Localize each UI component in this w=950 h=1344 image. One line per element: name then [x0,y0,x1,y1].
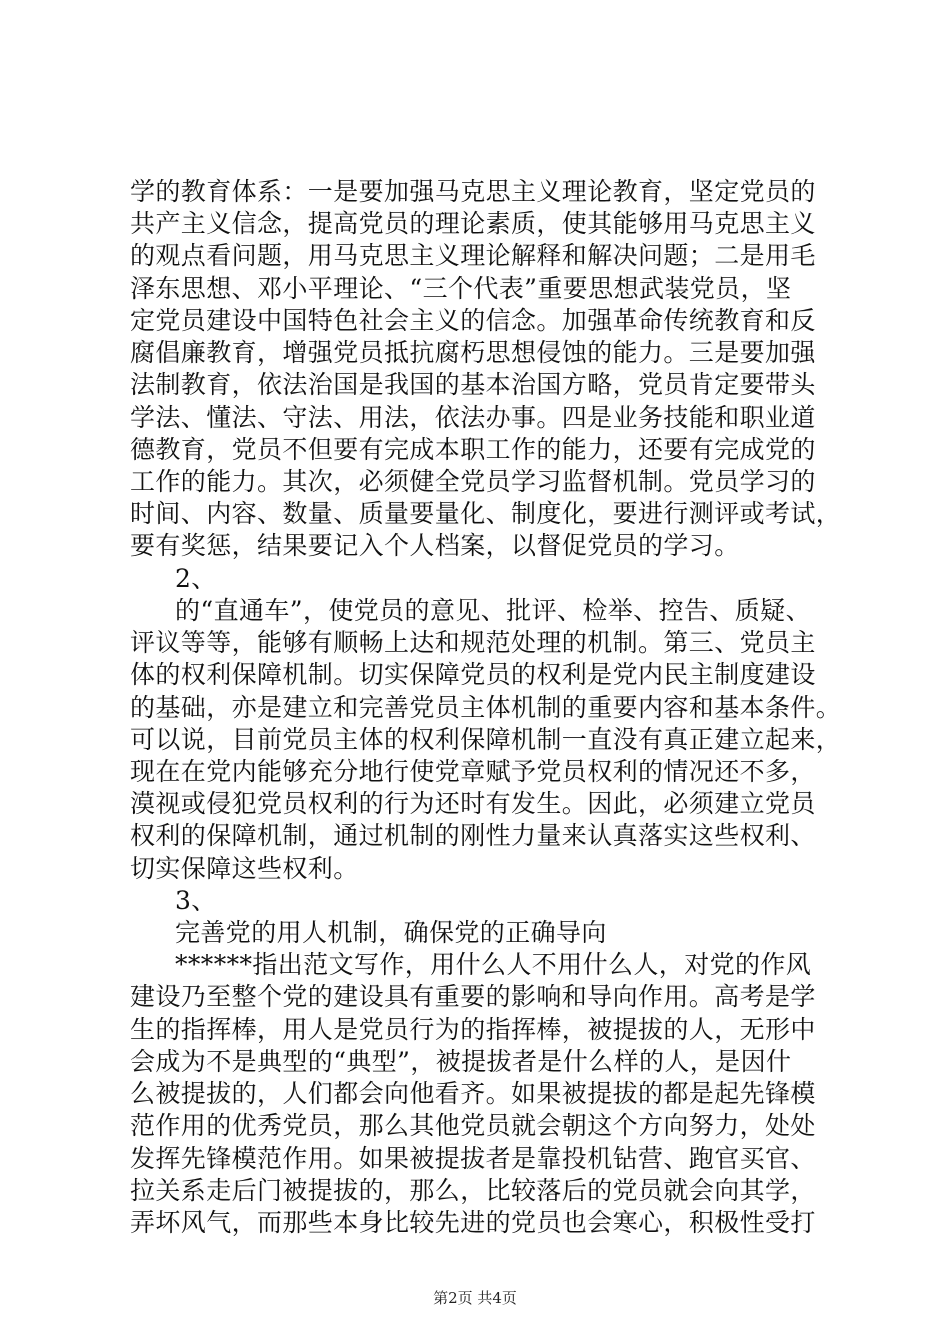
text-line: 要有奖惩，结果要记入个人档案，以督促党员的学习。 [130,531,740,561]
page-number-footer: 第2页 共4页 [433,1289,517,1307]
text-line: 的“直通车”，使党员的意见、批评、检举、控告、质疑、 [175,595,811,625]
section-number: 2、 [175,563,217,593]
text-line: 切实保障这些权利。 [130,853,359,883]
text-line: 会成为不是典型的“典型”，被提拔者是什么样的人，是因什 [130,1046,792,1076]
text-line: 体的权利保障机制。切实保障党员的权利是党内民主制度建设 [130,660,816,690]
text-line: 定党员建设中国特色社会主义的信念。加强革命传统教育和反 [130,305,816,335]
text-line: 发挥先锋模范作用。如果被提拔者是靠投机钻营、跑官买官、 [130,1143,816,1173]
text-line: 范作用的优秀党员，那么其他党员就会朝这个方向努力，处处 [130,1111,816,1141]
text-line: 法制教育，依法治国是我国的基本治国方略，党员肯定要带头 [130,370,816,400]
text-line: 时间、内容、数量、质量要量化、制度化，要进行测评或考试， [130,499,842,529]
section-number: 3、 [175,885,217,915]
text-line: 的观点看问题，用马克思主义理论解释和解决问题；二是用毛 [130,241,816,271]
text-line: 工作的能力。其次，必须健全党员学习监督机制。党员学习的 [130,466,816,496]
text-line: 现在在党内能够充分地行使党章赋予党员权利的情况还不多， [130,756,816,786]
text-line: 泽东思想、邓小平理论、“三个代表”重要思想武装党员，坚 [130,273,792,303]
text-line: 漠视或侵犯党员权利的行为还时有发生。因此，必须建立党员 [130,789,816,819]
text-line: 学法、懂法、守法、用法，依法办事。四是业务技能和职业道 [130,402,816,432]
text-line: 德教育，党员不但要有完成本职工作的能力，还要有完成党的 [130,434,816,464]
text-line: 么被提拔的，人们都会向他看齐。如果被提拔的都是起先锋模 [130,1079,816,1109]
text-line: 腐倡廉教育，增强党员抵抗腐朽思想侵蚀的能力。三是要加强 [130,338,816,368]
text-line: 评议等等，能够有顺畅上达和规范处理的机制。第三、党员主 [130,628,816,658]
text-line: 可以说，目前党员主体的权利保障机制一直没有真正建立起来， [130,724,842,754]
text-line: 的基础，亦是建立和完善党员主体机制的重要内容和基本条件。 [130,692,842,722]
text-line: 建设乃至整个党的建设具有重要的影响和导向作用。高考是学 [130,982,816,1012]
text-line: 权利的保障机制，通过机制的刚性力量来认真落实这些权利、 [130,821,816,851]
text-line: 弄坏风气，而那些本身比较先进的党员也会寒心，积极性受打 [130,1208,816,1237]
text-line: 拉关系走后门被提拔的，那么，比较落后的党员就会向其学， [130,1175,816,1205]
section-heading: 完善党的用人机制，确保党的正确导向 [175,918,607,948]
text-line: ******指出范文写作，用什么人不用什么人，对党的作风 [175,950,812,980]
text-line: 共产主义信念，提高党员的理论素质，使其能够用马克思主义 [130,209,816,239]
text-line: 学的教育体系：一是要加强马克思主义理论教育，坚定党员的 [130,177,816,206]
text-line: 生的指挥棒，用人是党员行为的指挥棒，被提拔的人，无形中 [130,1014,816,1044]
